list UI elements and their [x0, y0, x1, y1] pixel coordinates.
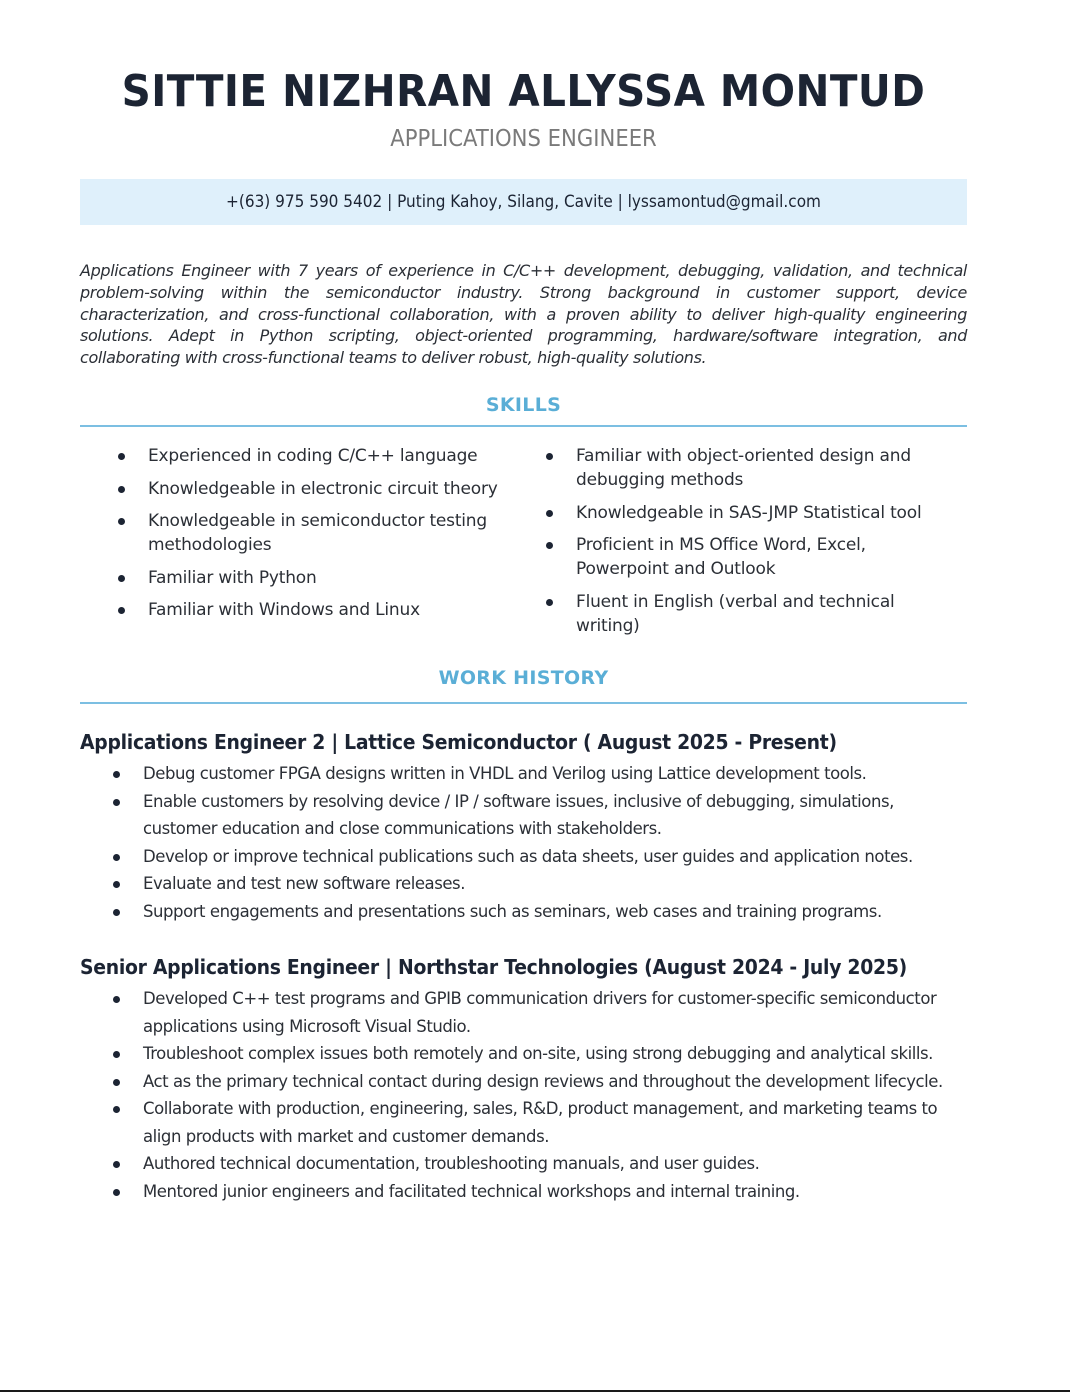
- job-bullet: Collaborate with production, engineering, sales, R&D, product management, and marketing teams to align products with market and customer demands.: [80, 1095, 970, 1150]
- job-bullet: Troubleshoot complex issues both remotely and on-site, using strong debugging and analytical skills.: [80, 1040, 970, 1068]
- skills-list-right: [508, 444, 928, 646]
- job-heading: Senior Applications Engineer | Northstar Technologies (August 2024 - July 2025): [80, 955, 907, 979]
- skill-item: Proficient in MS Office Word, Excel, Powerpoint and Outlook: [508, 533, 928, 581]
- bullet-icon: [546, 453, 553, 460]
- bullet-icon: [113, 854, 120, 861]
- bullet-icon: [113, 881, 120, 888]
- job-bullet: Act as the primary technical contact during design reviews and throughout the development lifecycle.: [80, 1068, 970, 1096]
- contact-bar: [80, 179, 967, 225]
- skills-divider: [80, 425, 967, 427]
- bullet-icon: [118, 518, 125, 525]
- professional-summary: Applications Engineer with 7 years of experience in C/C++ development, debugging, validation, and technical problem-solving within the semiconductor industry. Strong background in customer support, device characterization, and cross-functional collaboration, with a proven ability to deliver high-quality engineering solutions. Adept in Python scripting, object-oriented programming, hardware/software integration, and collaborating with cross-functional teams to deliver robust, high-quality solutions.: [80, 261, 967, 368]
- bullet-icon: [118, 486, 125, 493]
- job-bullet: Enable customers by resolving device / IP / software issues, inclusive of debugging, simulations, customer education and close communications with stakeholders.: [80, 788, 970, 843]
- bullet-icon: [546, 510, 553, 517]
- skill-item: Familiar with Windows and Linux: [80, 598, 520, 622]
- skills-heading: SKILLS: [485, 394, 562, 416]
- bullet-icon: [118, 607, 125, 614]
- bullet-icon: [113, 771, 120, 778]
- skill-item: Knowledgeable in semiconductor testing methodologies: [80, 509, 520, 557]
- bullet-icon: [113, 1051, 120, 1058]
- bullet-icon: [118, 575, 125, 582]
- job-bullet: Support engagements and presentations such as seminars, web cases and training programs.: [80, 898, 970, 926]
- skill-item: Familiar with object-oriented design and debugging methods: [508, 444, 928, 492]
- skill-item: Fluent in English (verbal and technical writing): [508, 590, 928, 638]
- skills-list-left: [80, 444, 520, 631]
- bullet-icon: [113, 1106, 120, 1113]
- job-bullet: Authored technical documentation, troubleshooting manuals, and user guides.: [80, 1150, 970, 1178]
- bullet-icon: [546, 599, 553, 606]
- bullet-icon: [113, 799, 120, 806]
- job-bullet: Developed C++ test programs and GPIB communication drivers for customer-specific semiconductor applications using Microsoft Visual Studio.: [80, 985, 970, 1040]
- bullet-icon: [546, 542, 553, 549]
- skill-item: Familiar with Python: [80, 566, 520, 590]
- bullet-icon: [113, 1189, 120, 1196]
- bullet-icon: [113, 909, 120, 916]
- skill-item: Knowledgeable in electronic circuit theory: [80, 477, 520, 501]
- bullet-icon: [118, 453, 125, 460]
- bullet-icon: [113, 996, 120, 1003]
- job-bullet: Develop or improve technical publications such as data sheets, user guides and application notes.: [80, 843, 970, 871]
- skill-item: Knowledgeable in SAS-JMP Statistical tool: [508, 501, 928, 525]
- job-bullets: [80, 985, 970, 1205]
- contact-info: +(63) 975 590 5402 | Puting Kahoy, Silang, Cavite | lyssamontud@gmail.com: [226, 192, 821, 212]
- job-heading: Applications Engineer 2 | Lattice Semiconductor ( August 2025 - Present): [80, 730, 837, 754]
- work-history-divider: [80, 702, 967, 704]
- work-history-heading: WORK HISTORY: [438, 667, 609, 689]
- bullet-icon: [113, 1161, 120, 1168]
- job-bullet: Mentored junior engineers and facilitated technical workshops and internal training.: [80, 1178, 970, 1206]
- bullet-icon: [113, 1079, 120, 1086]
- job-bullet: Evaluate and test new software releases.: [80, 870, 970, 898]
- skill-item: Experienced in coding C/C++ language: [80, 444, 520, 468]
- job-bullets: [80, 760, 970, 925]
- candidate-role: APPLICATIONS ENGINEER: [390, 126, 657, 152]
- candidate-name: SITTIE NIZHRAN ALLYSSA MONTUD: [121, 66, 926, 117]
- job-bullet: Debug customer FPGA designs written in VHDL and Verilog using Lattice development tools.: [80, 760, 970, 788]
